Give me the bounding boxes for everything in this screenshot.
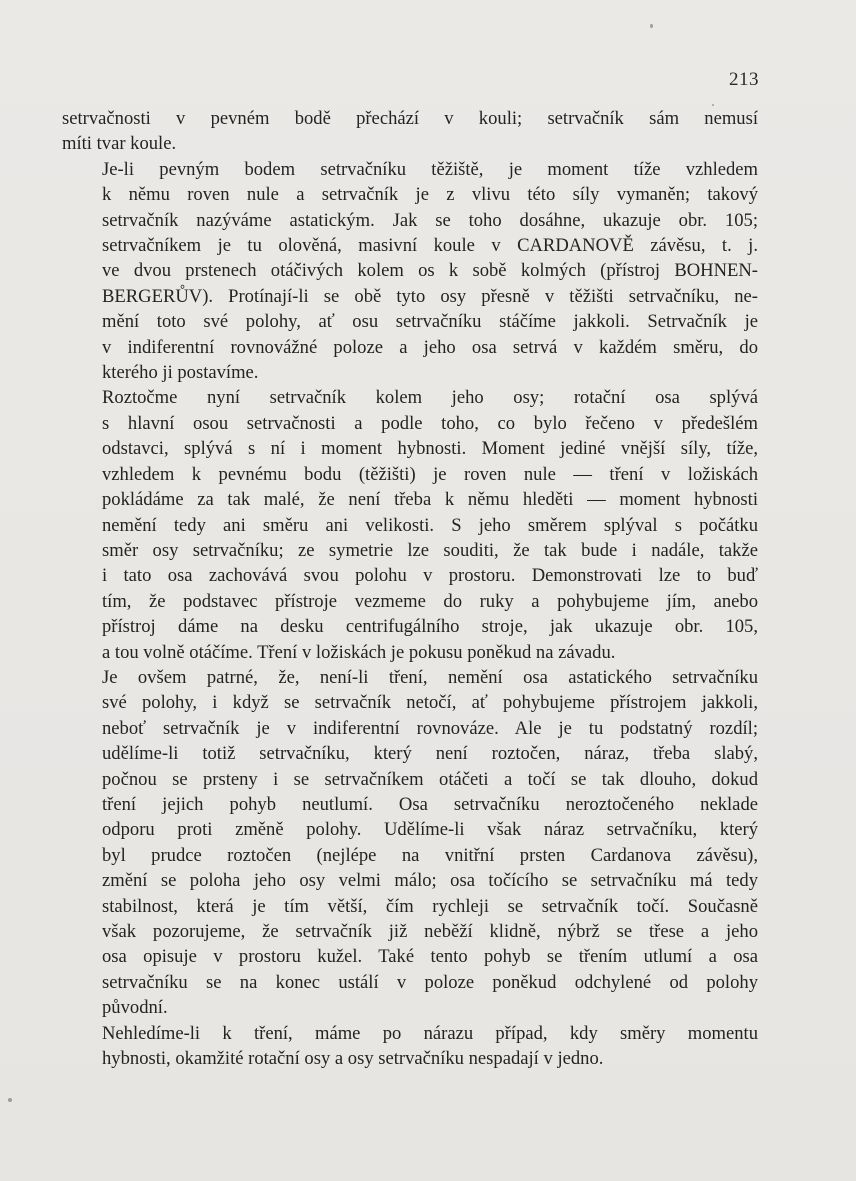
text-line: a tou volně otáčíme. Tření v ložiskách je pokusu poněkud na závadu. [102, 641, 616, 663]
text-line: tření jejich pohyb neutlumí. Osa setrvačníku neroztočeného neklade [102, 793, 758, 815]
text-line: setrvačníkem je tu olověná, masivní koule v CARDANOVĚ závěsu, t. j. [102, 235, 758, 257]
text-line: mění toto své polohy, ať osu setrvačníku stáčíme jakkoli. Setrvačník je [102, 311, 758, 333]
text-line: setrvačníku se na konec ustálí v poloze poněkud odchylené od polohy [102, 971, 758, 993]
paragraph [62, 665, 758, 1021]
text-line: počnou se prsteny i se setrvačníkem otáčeti a točí se tak dlouho, dokud [102, 768, 758, 790]
text-line: míti tvar koule. [62, 133, 177, 155]
text-line: pokládáme za tak malé, že není třeba k němu hleděti — moment hybnosti [102, 489, 758, 511]
text-line: Je ovšem patrné, že, není-li tření, nemění osa astatického setrvačníku [102, 666, 758, 688]
text-line: k němu roven nule a setrvačník je z vlivu této síly vymaněn; takový [102, 184, 758, 206]
text-line: nemění tedy ani směru ani velikosti. S jeho směrem splýval s počátku [102, 514, 758, 536]
text-line: setrvačnosti v pevném bodě přechází v kouli; setrvačník sám nemusí [62, 108, 758, 129]
paragraph [62, 385, 758, 664]
text-line: změní se poloha jeho osy velmi málo; osa točícího se setrvačníku má tedy [102, 870, 758, 892]
text-line: osa opisuje v prostoru kužel. Také tento pohyb se třením utlumí a osa [102, 946, 758, 968]
text-line: však pozorujeme, že setrvačník již neběží klidně, nýbrž se třese a jeho [102, 921, 758, 942]
text-line: přístroj dáme na desku centrifugálního stroje, jak ukazuje obr. 105, [102, 616, 758, 638]
text-line: ve dvou prstenech otáčivých kolem os k sobě kolmých (přístroj BOHNEN- [102, 260, 758, 282]
text-line: s hlavní osou setrvačnosti a podle toho, co bylo řečeno v předešlém [102, 412, 758, 434]
text-line: Roztočme nyní setrvačník kolem jeho osy; rotační osa splývá [102, 387, 758, 409]
text-line: tím, že podstavec přístroje vezmeme do ruky a pohybujeme jím, anebo [102, 590, 758, 612]
text-line: kterého ji postavíme. [102, 362, 259, 384]
text-line: stabilnost, která je tím větší, čím rychleji se setrvačník točí. Současně [102, 895, 758, 917]
paragraph [62, 157, 758, 386]
paragraph [62, 106, 758, 157]
print-speck [8, 1098, 12, 1102]
text-line: i tato osa zachovává svou polohu v prostoru. Demonstrovati lze to buď [102, 565, 758, 587]
text-line: původní. [102, 997, 168, 1019]
text-line: odporu proti změně polohy. Udělíme-li však náraz setrvačníku, který [102, 819, 758, 841]
paragraph [62, 1021, 758, 1072]
text-line: odstavci, splývá s ní i moment hybnosti. Moment jediné vnější síly, tíže, [102, 438, 758, 460]
print-speck [650, 24, 653, 28]
text-line: své polohy, i když se setrvačník netočí, ať pohybujeme přístrojem jakkoli, [102, 692, 758, 714]
text-line: byl prudce roztočen (nejlépe na vnitřní prsten Cardanova závěsu), [102, 844, 758, 866]
text-line: Je-li pevným bodem setrvačníku těžiště, je moment tíže vzhledem [102, 158, 758, 180]
text-line: vzhledem k pevnému bodu (těžišti) je roven nule — tření v ložiskách [102, 463, 758, 485]
text-line: setrvačník nazýváme astatickým. Jak se toho dosáhne, ukazuje obr. 105; [102, 209, 758, 231]
text-line: Nehledíme-li k tření, máme po nárazu případ, kdy směry momentu [102, 1022, 758, 1044]
text-line: směr osy setrvačníku; ze symetrie lze souditi, že tak bude i nadále, takže [102, 539, 758, 561]
body-text [62, 106, 758, 1071]
text-line: neboť setrvačník je v indiferentní rovnováze. Ale je tu podstatný rozdíl; [102, 717, 758, 739]
text-line: BERGERŮV). Protínají-li se obě tyto osy přesně v těžišti setrvačníku, ne- [102, 285, 758, 307]
print-speck [712, 104, 714, 106]
text-line: hybnosti, okamžité rotační osy a osy setrvačníku nespadají v jedno. [102, 1048, 604, 1070]
page-number: 213 [729, 69, 759, 90]
text-line: udělíme-li totiž setrvačníku, který není roztočen, náraz, třeba slabý, [102, 743, 758, 765]
text-line: v indiferentní rovnovážné poloze a jeho osa setrvá v každém směru, do [102, 336, 758, 358]
